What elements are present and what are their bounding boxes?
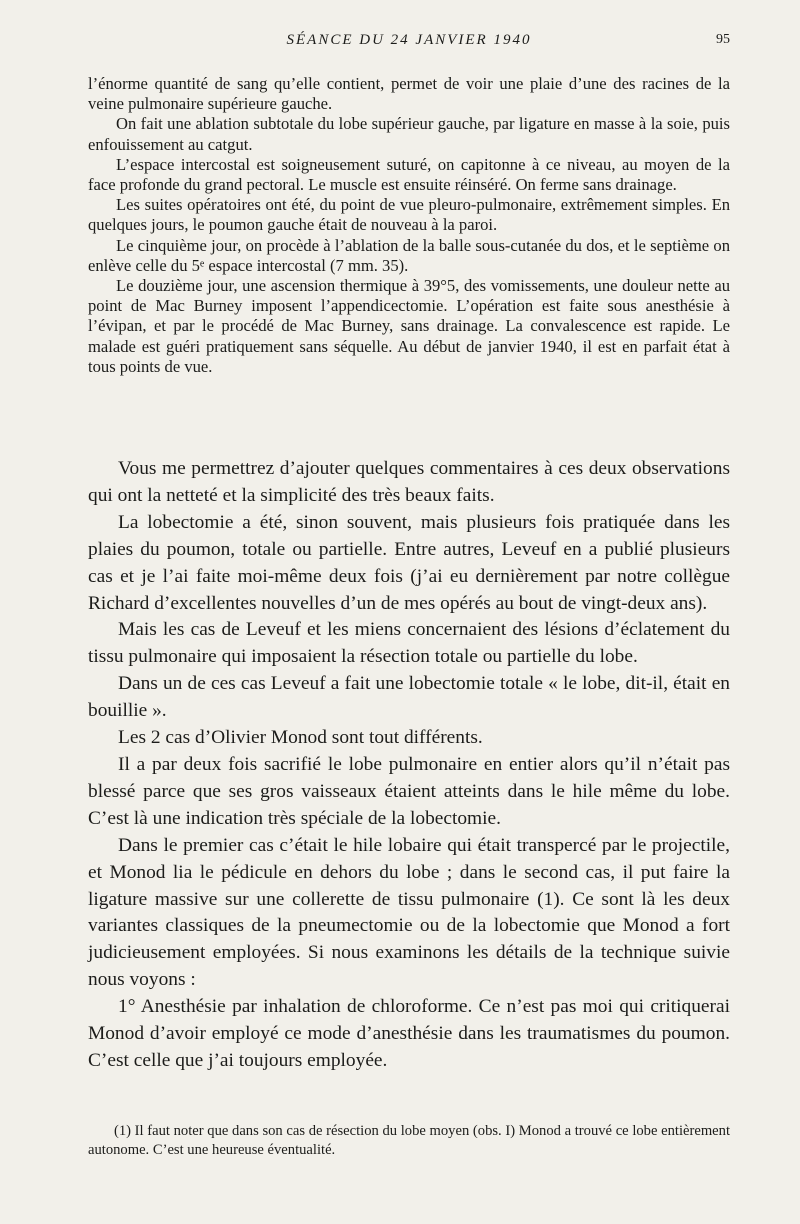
page-header xyxy=(88,32,730,56)
footnote xyxy=(88,1122,730,1159)
paragraph: Dans un de ces cas Leveuf a fait une lobectomie totale « le lobe, dit-il, était en bouillie ». xyxy=(88,673,730,722)
paragraph: La lobectomie a été, sinon souvent, mais plusieurs fois pratiquée dans les plaies du poumon, totale ou partielle. Entre autres, Leveuf en a publié plusieurs cas et je l’ai faite moi-même deux fois (j’ai eu dernièrement par notre collègue Richard d’excellentes nouvelles d’un de mes opérés au bout de vingt-deux ans). xyxy=(88,511,730,614)
paragraph: 1° Anesthésie par inhalation de chloroforme. Ce n’est pas moi qui critiquerai Monod d’avoir employé ce mode d’anesthésie dans les traumatismes du poumon. C’est celle que j’ai toujours employée. xyxy=(88,996,730,1071)
paragraph: Dans le premier cas c’était le hile lobaire qui était transpercé par le projectile, et Monod lia le pédicule en dehors du lobe ; dans le second cas, il put faire la ligature massive sur une collerette de tissu pulmonaire (1). Ce sont là les deux variantes classiques de la pneumectomie ou de la lobectomie que Monod a fort judicieusement employées. Si nous examinons les détails de la technique suivie nous voyons : xyxy=(88,834,730,991)
paragraph: On fait une ablation subtotale du lobe supérieur gauche, par ligature en masse à la soie, puis enfouissement au catgut. xyxy=(88,114,730,154)
observation-text xyxy=(88,74,730,377)
paragraph: Il a par deux fois sacrifié le lobe pulmonaire en entier alors qu’il n’était pas blessé parce que ses gros vaisseaux étaient atteints dans le hile même du lobe. C’est là une indication très spéciale de la lobectomie. xyxy=(88,753,730,829)
paragraph: Vous me permettrez d’ajouter quelques commentaires à ces deux observations qui ont la netteté et la simplicité des très beaux faits. xyxy=(88,458,730,506)
footnote-text: (1) Il faut noter que dans son cas de résection du lobe moyen (obs. I) Monod a trouvé ce lobe entièrement autonome. C’est une heureuse éventualité. xyxy=(88,1123,730,1158)
paragraph: Les suites opératoires ont été, du point de vue pleuro-pulmonaire, extrêmement simples. En quelques jours, le poumon gauche était de nouveau à la paroi. xyxy=(88,195,730,235)
paragraph: Le douzième jour, une ascension thermique à 39°5, des vomissements, une douleur nette au point de Mac Burney imposent l’appendicectomie. L’opération est faite sous anesthésie à l’évipan, et par le procédé de Mac Burney, sans drainage. La convalescence est rapide. Le malade est guéri pratiquement sans séquelle. Au début de janvier 1940, il est en parfait état à tous points de vue. xyxy=(88,276,730,376)
paragraph: Les 2 cas d’Olivier Monod sont tout différents. xyxy=(118,727,483,749)
paragraph: Le cinquième jour, on procède à l’ablation de la balle sous-cutanée du dos, et le septième on enlève celle du 5ᵉ espace intercostal (7 mm. 35). xyxy=(88,235,730,275)
running-title: SÉANCE DU 24 JANVIER 1940 xyxy=(286,32,532,48)
page-number: 95 xyxy=(716,32,730,47)
paragraph: l’énorme quantité de sang qu’elle contient, permet de voir une plaie d’une des racines de la veine pulmonaire supérieure gauche. xyxy=(88,74,730,114)
paragraph: L’espace intercostal est soigneusement suturé, on capitonne à ce niveau, au moyen de la face profonde du grand pectoral. Le muscle est ensuite réinséré. On ferme sans drainage. xyxy=(88,154,730,195)
commentary-text xyxy=(88,456,730,1075)
paragraph: Mais les cas de Leveuf et les miens concernaient des lésions d’éclatement du tissu pulmonaire qui imposaient la résection totale ou partielle du lobe. xyxy=(88,619,730,668)
